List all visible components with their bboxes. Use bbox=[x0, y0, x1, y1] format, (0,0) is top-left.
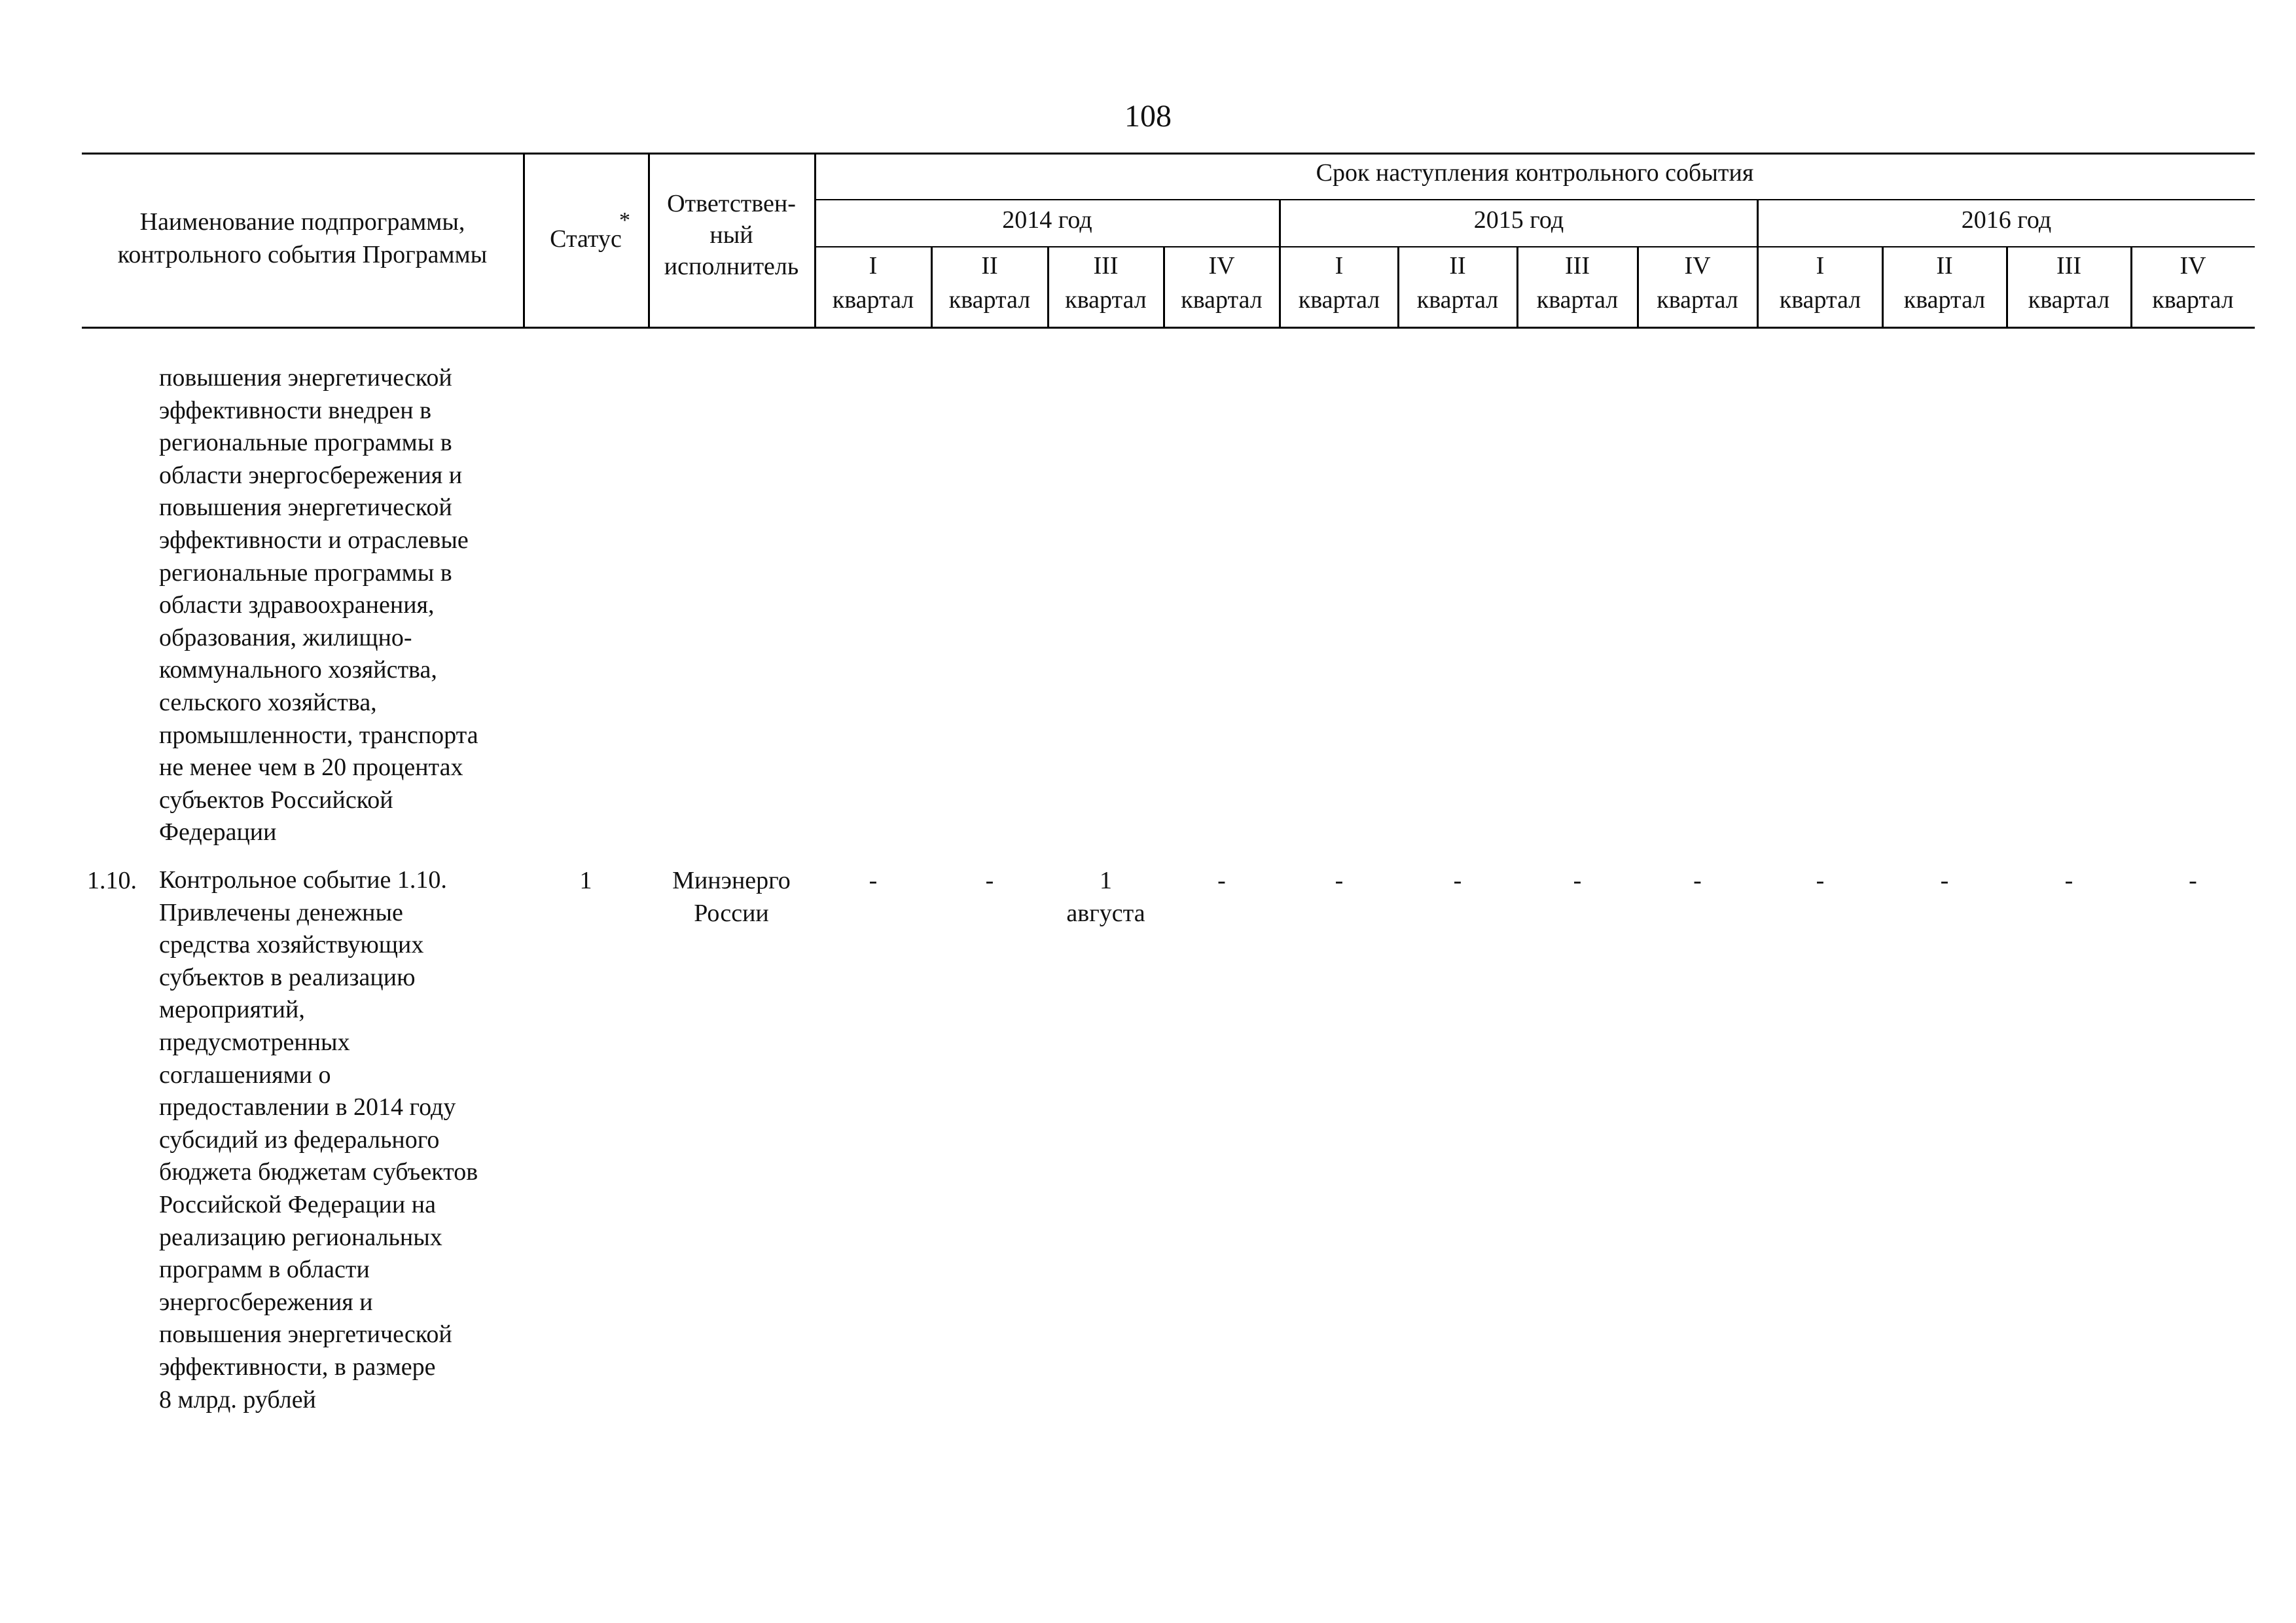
name-col-header-line2: контрольного события Программы bbox=[117, 241, 488, 268]
quarter-header-2014-3: III bbox=[1093, 252, 1119, 280]
executor-col-header-line2: ный bbox=[709, 221, 753, 249]
quarter-header-2015-2: II bbox=[1449, 252, 1466, 280]
row-q-2015-2: - bbox=[1453, 867, 1462, 894]
row-q-2014-1: - bbox=[869, 867, 878, 894]
quarter-word: квартал bbox=[948, 286, 1031, 314]
row-q-2015-1: - bbox=[1335, 867, 1344, 894]
status-footnote-mark: * bbox=[619, 208, 630, 232]
executor-col-header-line3: исполнитель bbox=[664, 253, 799, 280]
executor-col-header-line1: Ответствен- bbox=[667, 190, 796, 217]
year-2016-header: 2016 год bbox=[1961, 206, 2052, 234]
quarter-header-2016-4: IV bbox=[2179, 252, 2206, 280]
quarter-header-2014-2: II bbox=[981, 252, 998, 280]
row-description: Контрольное событие 1.10. Привлечены денежные средства хозяйствующих субъектов в реализацию мероприятий, предусмотренных соглашениями о предоставлении в 2014 году субсидий из федерального бюджета бюджетам субъектов Российской Федерации на реализацию региональных программ в области энергосбережения и повышения энергетической эффективности, в размере 8 млрд. рублей bbox=[159, 866, 478, 1413]
row-q-2014-3: 1 bbox=[1100, 867, 1112, 894]
quarter-header-2015-3: III bbox=[1565, 252, 1590, 280]
name-col-header-line1: Наименование подпрограммы, bbox=[139, 208, 465, 236]
status-col-header: Статус bbox=[550, 225, 622, 253]
quarter-header-2015-1: I bbox=[1335, 252, 1344, 280]
quarter-header-2016-1: I bbox=[1816, 252, 1825, 280]
row-q-2014-3-note: августа bbox=[1066, 900, 1145, 927]
row-q-2016-1: - bbox=[1816, 867, 1825, 894]
quarter-word: квартал bbox=[1416, 286, 1499, 314]
quarter-word: квартал bbox=[1903, 286, 1986, 314]
deadline-header: Срок наступления контрольного события bbox=[1316, 159, 1754, 187]
row-q-2016-3: - bbox=[2064, 867, 2073, 894]
quarter-word: квартал bbox=[1779, 286, 1861, 314]
quarter-word: квартал bbox=[1065, 286, 1147, 314]
row-q-2016-2: - bbox=[1940, 867, 1949, 894]
quarter-header-2014-1: I bbox=[869, 252, 878, 280]
row-status: 1 bbox=[579, 867, 592, 894]
row-q-2014-2: - bbox=[985, 867, 994, 894]
quarter-word: квартал bbox=[1657, 286, 1738, 314]
quarter-word: квартал bbox=[1536, 286, 1619, 314]
page-number: 108 bbox=[1124, 99, 1172, 134]
quarter-word: квартал bbox=[2028, 286, 2110, 314]
row-executor-line2: России bbox=[694, 900, 769, 927]
row-number: 1.10. bbox=[87, 867, 137, 894]
quarter-header-2015-4: IV bbox=[1684, 252, 1711, 280]
row-continuation-text: повышения энергетической эффективности внедрен в региональные программы в области энергосбережения и повышения энергетической эффективности и отраслевые региональные программы в области здравоохранения, образования, жилищно- коммунального хозяйства, сельского хозяйства, промышленности, транспорта не менее чем в 20 процентах субъектов Российской Федерации bbox=[159, 364, 478, 847]
row-q-2015-4: - bbox=[1693, 867, 1702, 894]
quarter-word: квартал bbox=[2152, 286, 2234, 314]
row-q-2016-4: - bbox=[2189, 867, 2197, 894]
row-q-2015-3: - bbox=[1573, 867, 1582, 894]
year-2015-header: 2015 год bbox=[1473, 206, 1564, 234]
row-executor-line1: Минэнерго bbox=[672, 867, 791, 894]
row-q-2014-4: - bbox=[1217, 867, 1226, 894]
quarter-word: квартал bbox=[1181, 286, 1263, 314]
quarter-header-2014-4: IV bbox=[1208, 252, 1235, 280]
quarter-header-2016-3: III bbox=[2056, 252, 2081, 280]
quarter-word: квартал bbox=[832, 286, 914, 314]
quarter-header-2016-2: II bbox=[1936, 252, 1953, 280]
quarter-word: квартал bbox=[1298, 286, 1380, 314]
year-2014-header: 2014 год bbox=[1002, 206, 1092, 234]
